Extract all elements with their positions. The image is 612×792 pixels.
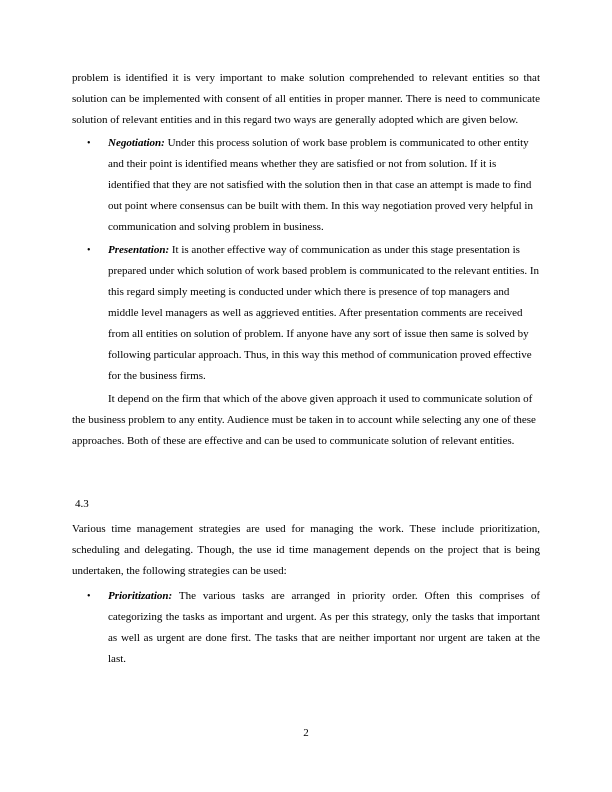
- list-item-prioritization: [72, 586, 540, 670]
- page-number: 2: [303, 727, 309, 739]
- negotiation-text: Under this process solution of work base problem is communicated to other entity and their point is identified means whether they are satisfied or not from solution. If it is identified that they are not satisfied with the solution then in that case an attempt is made to find out point where consensus can be built with them. In this way negotiation proved very helpful in communication and solving problem in business.: [108, 137, 533, 233]
- intro-paragraph: problem is identified it is very important to make solution comprehended to relevant entities so that solution can be implemented with consent of all entities in proper manner. There is need to communicate solution of relevant entities and in this regard two ways are generally adopted which are given below.: [72, 72, 540, 126]
- list-item-negotiation: [72, 133, 540, 238]
- term-negotiation: Negotiation:: [108, 137, 165, 149]
- term-prioritization: Prioritization:: [108, 590, 173, 602]
- conclusion-paragraph: It depend on the firm that which of the above given approach it used to communicate solution of the business problem to any entity. Audience must be taken in to account while selecting any one of these approaches. Both of these are effective and can be used to communicate solution of relevant entities.: [72, 393, 536, 447]
- term-presentation: Presentation:: [108, 244, 170, 256]
- prioritization-text: The various tasks are arranged in priority order. Often this comprises of categorizing the tasks as important and urgent. As per this strategy, only the tasks that important as well as urgent are done first. The tasks that are neither important nor urgent are taken at the last.: [108, 590, 540, 665]
- time-management-strategies-list: [72, 586, 540, 670]
- communication-approaches-list: [72, 133, 540, 387]
- presentation-text: It is another effective way of communication as under this stage presentation is prepared under which solution of work based problem is communicated to the relevant entities. In this regard simply meeting is conducted under which there is presence of top managers and middle level managers as well as aggrieved entities. After presentation comments are received from all entities on solution of problem. If anyone have any sort of issue then same is solved by following particular approach. Thus, in this way this method of communication proved effective for the business firms.: [108, 244, 540, 382]
- page-content: [72, 68, 540, 670]
- bullet-icon: •: [87, 138, 91, 149]
- bullet-icon: •: [87, 245, 91, 256]
- spacer: [72, 473, 540, 494]
- section-heading: 4.3: [75, 498, 89, 510]
- time-management-paragraph: Various time management strategies are used for managing the work. These include prioritization, scheduling and delegating. Though, the use id time management depends on the project that is being undertaken, the following strategies can be used:: [72, 523, 540, 577]
- spacer: [72, 452, 540, 473]
- bullet-icon: •: [87, 591, 91, 602]
- list-item-presentation: [72, 240, 540, 387]
